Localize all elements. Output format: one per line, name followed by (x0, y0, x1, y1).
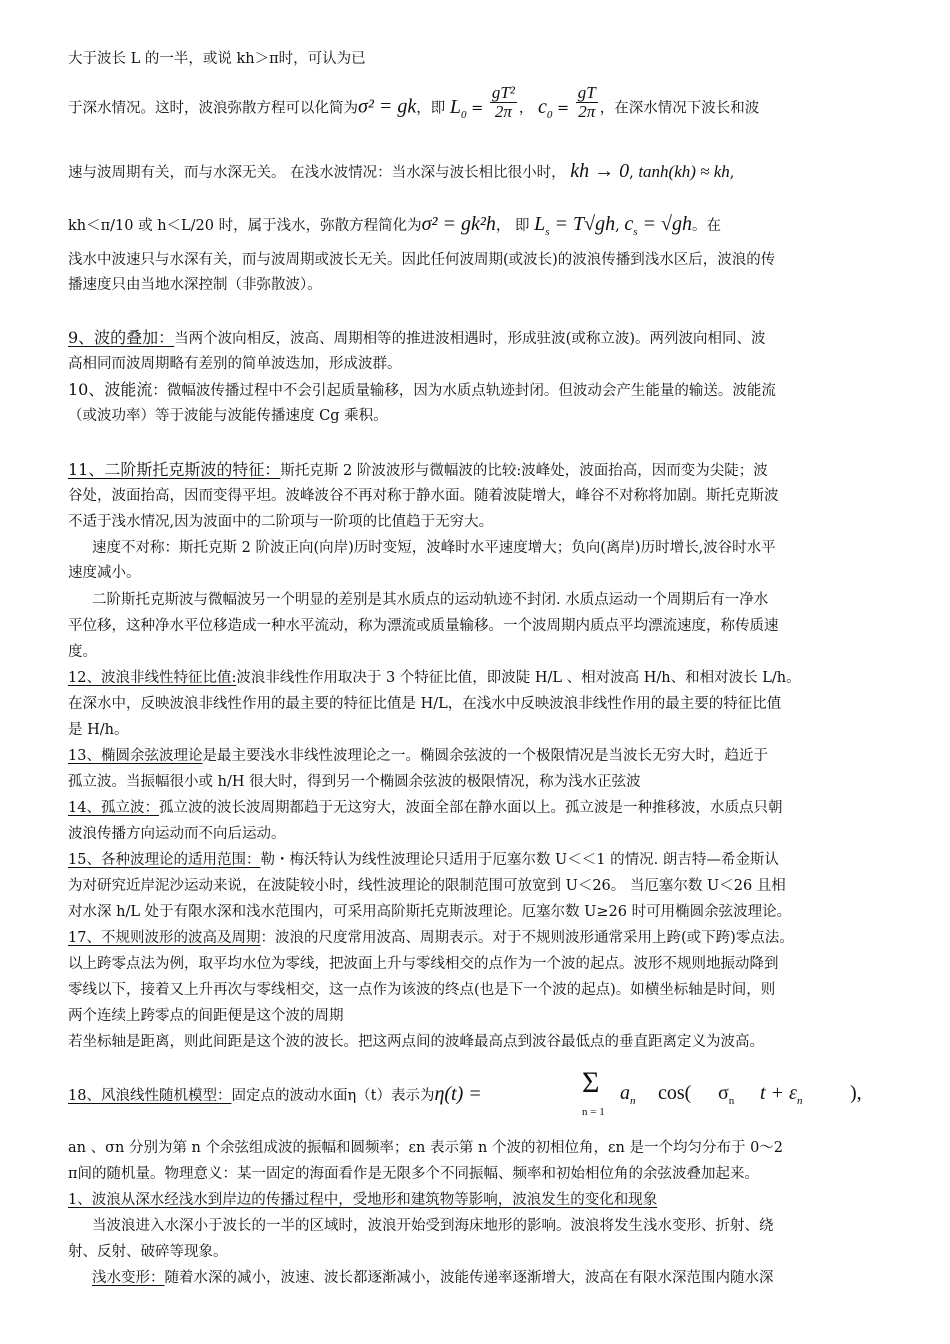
section-15-title: 15、各种波理论的适用范围： (68, 852, 261, 868)
text-line: 射、反射、破碎等现象。 (68, 1244, 228, 1260)
text-line: an 、σn 分别为第 n 个余弦组成波的振幅和圆频率；εn 表示第 n 个波的初相位角，εn 是一个均匀分布于 0～2 (68, 1140, 784, 1156)
text-line: 高相同而波周期略有差别的简单波迭加，形成波群。 (68, 356, 402, 372)
cs-formula: $c_s = √gh$ (624, 213, 692, 238)
text-line: 为对研究近岸泥沙运动来说，在波陡较小时，线性波理论的限制范围可放宽到 U＜26。 当厄塞尔数 U＜26 且相 (68, 878, 786, 894)
shallow-formula-line: kh＜π/10 或 h＜L/20 时，属于浅水，弥散方程简化为σ² = gk²h， 即 $L_s = T√gh$, $c_s = √gh$。在 (68, 213, 721, 238)
wave-sum-formula (574, 1068, 894, 1128)
section-17-title: 17、不规则波形的波高及周期 (68, 930, 261, 946)
text-line: 是 H/h。 (68, 722, 129, 738)
text-line: 不适于浅水情况,因为波面中的二阶项与一阶项的比值趋于无穷大。 (68, 514, 494, 530)
shallow-deformation-title: 浅水变形： (92, 1270, 165, 1286)
section-9-title: 9、波的叠加： (68, 328, 175, 347)
section-13-title: 13、椭圆余弦波理论 (68, 748, 203, 764)
section-14: 14、孤立波：孤立波的波长波周期都趋于无这穷大，波面全部在静水面以上。孤立波是一种推移波，水质点只朝 (68, 800, 783, 816)
text-segment: ， (518, 100, 534, 117)
text-line: 当波浪进入水深小于波长的一半的区域时，波浪开始受到海床地形的影响。波浪将发生浅水变形、折射、绕 (92, 1218, 774, 1234)
sigma-term: $\sigma_n$ (718, 1082, 735, 1107)
text-line: 播速度只由当地水深控制（非弥散波）。 (68, 277, 322, 293)
section-18-title: 18、风浪线性随机模型： (68, 1088, 232, 1104)
c0-fraction: $\frac{gT}{2\pi}$ (577, 83, 596, 121)
sum-lower-bound: n = 1 (582, 1106, 605, 1118)
Ls-formula: $L_s = T√gh$ (534, 213, 616, 238)
L0-fraction: $\frac{\text{gT²}}{2\pi}$ (491, 83, 515, 121)
text-line: 以上跨零点法为例，取平均水位为零线，把波面上升与零线相交的点作为一个波的起点。波形不规则地振动降到 (68, 956, 779, 972)
text-line: 谷处，波面抬高，因而变得平坦。波峰波谷不再对称于静水面。随着波陡增大，峰谷不对称将加剧。斯托克斯波 (68, 488, 779, 504)
section-12: 12、波浪非线性特征比值:波浪非线性作用取决于 3 个特征比值，即波陡 H/L 、相对波高 H/h、和相对波长 L/h。 (68, 670, 801, 686)
text-line: 对水深 h/L 处于有限水深和浅水范围内，可采用高阶斯托克斯波理论。厄塞尔数 U≥26 时可用椭圆余弦波理论。 (68, 904, 792, 920)
text-line: 速度减小。 (68, 565, 141, 581)
text-line: （或波功率）等于波能与波能传播速度 Cg 乘积。 (68, 408, 388, 424)
text-line: 在深水中，反映波浪非线性作用的最主要的特征比值是 H/L，在浅水中反映波浪非线性作用的最主要的特征比值 (68, 696, 782, 712)
section-17: 17、不规则波形的波高及周期：波浪的尺度常用波高、周期表示。对于不规则波形通常采用上跨(或下跨)零点法。 (68, 930, 794, 946)
text-line: 二阶斯托克斯波与微幅波另一个明显的差别是其水质点的运动轨迹不封闭. 水质点运动一个周期后有一净水 (92, 592, 769, 608)
text-segment: ，在深水情况下波长和波 (599, 100, 760, 117)
text-line: 速度不对称：斯托克斯 2 阶波正向(向岸)历时变短，波峰时水平速度增大；负向(离岸)历时增长,波谷时水平 (92, 540, 776, 556)
deep-dispersion-formula: σ² = gk (358, 95, 417, 118)
text-segment: 于深水情况。这时，波浪弥散方程可以化简为 (68, 100, 358, 117)
text-line: 零线以下，接着又上升再次与零线相交，这一点作为该波的终点(也是下一个波的起点)。如横坐标轴是时间，则 (68, 982, 776, 998)
tanh-approx-formula: tanh(kh) ≈ kh (638, 162, 730, 181)
cos-term: cos( (658, 1082, 692, 1104)
section-12-title: 12、波浪非线性特征比值: (68, 670, 237, 686)
sum-symbol: Σ (582, 1066, 600, 1099)
section-10-title: 10、波能流 (68, 380, 153, 399)
text-segment: ，即 (416, 100, 446, 117)
text-line: 波浪传播方向运动而不向后运动。 (68, 826, 286, 842)
section-11: 11、二阶斯托克斯波的特征：斯托克斯 2 阶波波形与微幅波的比较:波峰处，波面抬高，因而变为尖陡；波 (68, 460, 768, 479)
text-line: 浅水中波速只与水深有关，而与波周期或波长无关。因此任何波周期(或波长)的波浪传播到浅水区后，波浪的传 (68, 252, 776, 268)
shallow-dispersion-formula: σ² = gk²h (421, 213, 496, 235)
text-segment: 。在 (691, 218, 721, 234)
section-14-title: 14、孤立波： (68, 800, 159, 816)
section-15: 15、各种波理论的适用范围：勒・梅沃特认为线性波理论只适用于厄塞尔数 U＜＜1 的情况. 朗吉特—希金斯认 (68, 852, 779, 868)
text-line: π间的随机量。物理意义：某一固定的海面看作是无限多个不同振幅、频率和初始相位角的余弦波叠加起来。 (68, 1166, 760, 1182)
section-11-title: 11、二阶斯托克斯波的特征： (68, 460, 281, 479)
section-9: 9、波的叠加：当两个波向相反，波高、周期相等的推进波相遇时，形成驻波(或称立波)。两列波向相同、波 (68, 328, 766, 347)
text-segment: ， 即 (495, 218, 530, 234)
section-18: 18、风浪线性随机模型：固定点的波动水面η（t）表示为η(t) = (68, 1083, 482, 1105)
shallow-limit-line: 速与波周期有关，而与水深无关。 在浅水波情况：当水深与波长相比很小时， kh → 0, tanh(kh) ≈ kh, (68, 160, 735, 182)
text-line: 两个连续上跨零点的间距便是这个波的周期 (68, 1008, 344, 1024)
text-line: 度。 (68, 644, 97, 660)
text-segment: 速与波周期有关，而与水深无关。 在浅水波情况：当水深与波长相比很小时， (68, 165, 566, 181)
text-line: 若坐标轴是距离，则此间距是这个波的波长。把这两点间的波峰最高点到波谷最低点的垂直距离定义为波高。 (68, 1034, 764, 1050)
text-line: 大于波长 L 的一半，或说 kh＞π时，可认为已 (68, 51, 366, 67)
section-13: 13、椭圆余弦波理论是最主要浅水非线性波理论之一。椭圆余弦波的一个极限情况是当波长无穷大时，趋近于 (68, 748, 768, 764)
text-line: 平位移，这种净水平位移造成一种水平流动，称为漂流或质量输移。一个波周期内质点平均漂流速度，称传质速 (68, 618, 779, 634)
text-line: 孤立波。当振幅很小或 h/H 很大时，得到另一个椭圆余弦波的极限情况，称为浅水正弦波 (68, 774, 641, 790)
deep-water-formula-line: 于深水情况。这时，波浪弥散方程可以化简为σ² = gk，即 $L_0$ = $\frac{\text{gT²}}{2\pi}$ ， $c_0$ = $\frac{gT}{2\pi}$ ，在深水情况下波长和波 (68, 83, 760, 121)
c0-symbol: $c_0$ (538, 95, 553, 121)
amplitude-term: $a_n$ (620, 1082, 636, 1107)
section-10: 10、波能流：微幅波传播过程中不会引起质量输移，因为水质点轨迹封闭。但波动会产生能量的输送。波能流 (68, 380, 776, 399)
kh-limit-formula: kh → 0 (570, 160, 630, 182)
shallow-deformation: 浅水变形：随着水深的减小，波速、波长都逐渐减小，波能传递率逐渐增大，波高在有限水深范围内随水深 (92, 1270, 774, 1286)
time-phase-term: $t + \varepsilon_n$ (760, 1082, 803, 1107)
text-segment: kh＜π/10 或 h＜L/20 时，属于浅水，弥散方程简化为 (68, 218, 422, 234)
eta-symbol: η(t) = (434, 1083, 482, 1105)
question-1-title: 1、波浪从深水经浅水到岸边的传播过程中，受地形和建筑物等影响，波浪发生的变化和现象 (68, 1192, 658, 1208)
formula-close: ), (850, 1082, 862, 1104)
L0-symbol: $L_0$ (449, 95, 467, 121)
